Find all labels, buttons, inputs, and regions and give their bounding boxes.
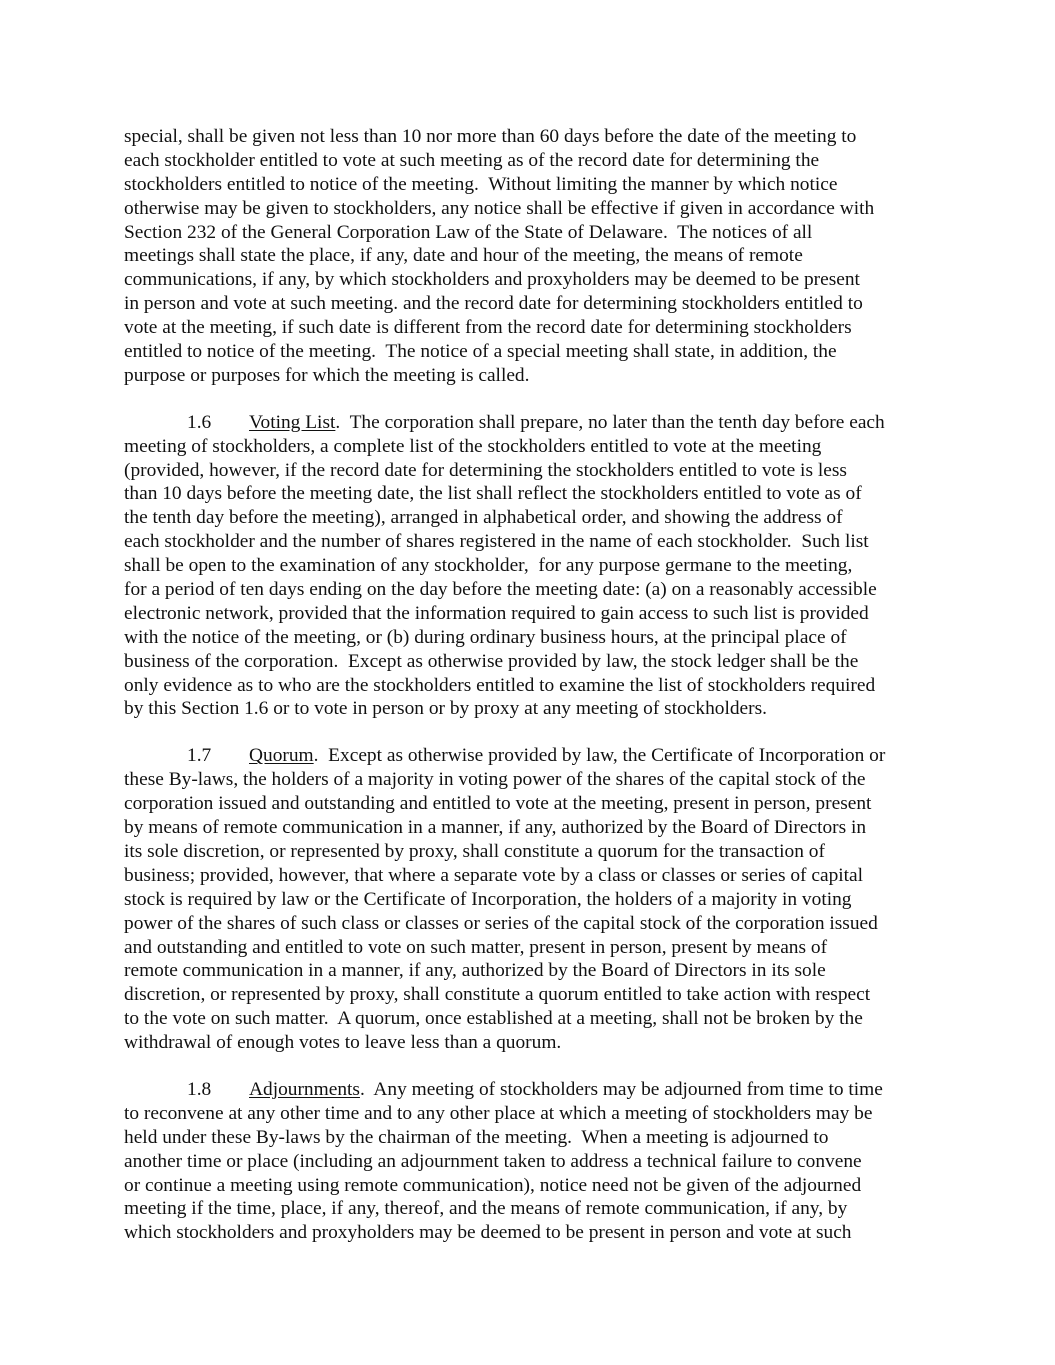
text-line: discretion, or represented by proxy, shall constitute a quorum entitled to take action with respect xyxy=(124,984,871,1006)
text-run: . Any meeting of stockholders may be adjourned from time to time xyxy=(359,1078,883,1100)
text-line: the tenth day before the meeting), arranged in alphabetical order, and showing the address of xyxy=(124,507,843,529)
paragraph-notice-continuation xyxy=(124,125,934,388)
text-line: for a period of ten days ending on the day before the meeting date: (a) on a reasonably accessible xyxy=(124,579,877,601)
text-line: electronic network, provided that the information required to gain access to such list is provided xyxy=(124,602,869,624)
text-line: communications, if any, by which stockholders and proxyholders may be deemed to be present xyxy=(124,269,860,291)
section-first-line xyxy=(124,411,934,435)
text-line: by this Section 1.6 or to vote in person or by proxy at any meeting of stockholders. xyxy=(124,698,768,720)
section-heading: Adjournments xyxy=(249,1078,360,1100)
text-line: meeting of stockholders, a complete list of the stockholders entitled to vote at the meeting xyxy=(124,435,822,457)
text-line: its sole discretion, or represented by proxy, shall constitute a quorum for the transaction of xyxy=(124,840,825,862)
section-1-7-quorum xyxy=(124,744,934,1055)
text-line: held under these By-laws by the chairman of the meeting. When a meeting is adjourned to xyxy=(124,1126,829,1148)
text-line: (provided, however, if the record date for determining the stockholders entitled to vote is less xyxy=(124,459,847,481)
text-line: meetings shall state the place, if any, date and hour of the meeting, the means of remote xyxy=(124,245,803,267)
text-line: business; provided, however, that where a separate vote by a class or classes or series of capital xyxy=(124,864,864,886)
text-line: remote communication in a manner, if any, authorized by the Board of Directors in its sole xyxy=(124,960,826,982)
text-line: special, shall be given not less than 10 nor more than 60 days before the date of the meeting to xyxy=(124,126,857,147)
text-line: only evidence as to who are the stockholders entitled to examine the list of stockholders required xyxy=(124,674,876,696)
text-line: meeting if the time, place, if any, thereof, and the means of remote communication, if any, by xyxy=(124,1198,848,1220)
text-line: with the notice of the meeting, or (b) during ordinary business hours, at the principal place of xyxy=(124,626,847,648)
text-line: these By-laws, the holders of a majority in voting power of the shares of the capital stock of the xyxy=(124,769,866,791)
text-line: purpose or purposes for which the meeting is called. xyxy=(124,364,530,386)
text-run: . Except as otherwise provided by law, the Certificate of Incorporation or xyxy=(313,745,886,767)
text-line: vote at the meeting, if such date is different from the record date for determining stockholders xyxy=(124,317,852,339)
text-line: and outstanding and entitled to vote on such matter, present in person, present by means of xyxy=(124,936,828,958)
text-line: stock is required by law or the Certificate of Incorporation, the holders of a majority in voting xyxy=(124,888,852,910)
text-line: to the vote on such matter. A quorum, once established at a meeting, shall not be broken by the xyxy=(124,1008,863,1030)
text-line: shall be open to the examination of any stockholder, for any purpose germane to the meeting, xyxy=(124,555,853,577)
text-line: another time or place (including an adjournment taken to address a technical failure to convene xyxy=(124,1150,862,1172)
section-number: 1.6 xyxy=(187,411,212,433)
text-line: Section 232 of the General Corporation Law of the State of Delaware. The notices of all xyxy=(124,221,813,243)
text-line: stockholders entitled to notice of the meeting. Without limiting the manner by which notice xyxy=(124,173,838,195)
section-heading: Quorum xyxy=(249,745,314,767)
section-first-line xyxy=(124,744,934,768)
text-line: each stockholder and the number of shares registered in the name of each stockholder. Such list xyxy=(124,531,869,553)
text-line: entitled to notice of the meeting. The notice of a special meeting shall state, in addition, the xyxy=(124,341,837,363)
text-line: or continue a meeting using remote communication), notice need not be given of the adjourned xyxy=(124,1174,862,1196)
section-1-6-voting-list xyxy=(124,411,934,722)
text-line: otherwise may be given to stockholders, any notice shall be effective if given in accordance with xyxy=(124,197,875,219)
text-line: by means of remote communication in a manner, if any, authorized by the Board of Directors in xyxy=(124,817,867,839)
text-line: which stockholders and proxyholders may be deemed to be present in person and vote at such xyxy=(124,1222,852,1244)
text-line: than 10 days before the meeting date, the list shall reflect the stockholders entitled to vote as of xyxy=(124,483,862,505)
text-line: in person and vote at such meeting. and the record date for determining stockholders entitled to xyxy=(124,293,863,315)
section-number: 1.8 xyxy=(187,1078,212,1100)
section-1-8-adjournments xyxy=(124,1078,934,1245)
text-line: to reconvene at any other time and to any other place at which a meeting of stockholders may be xyxy=(124,1102,873,1124)
section-number: 1.7 xyxy=(187,745,212,767)
text-line: each stockholder entitled to vote at such meeting as of the record date for determining the xyxy=(124,149,820,171)
text-line: business of the corporation. Except as otherwise provided by law, the stock ledger shall be the xyxy=(124,650,859,672)
section-heading: Voting List xyxy=(249,411,336,433)
section-first-line xyxy=(124,1078,934,1102)
text-run: . The corporation shall prepare, no later than the tenth day before each xyxy=(335,411,885,433)
text-line: corporation issued and outstanding and entitled to vote at the meeting, present in person, present xyxy=(124,793,872,815)
document-page xyxy=(124,125,934,1268)
text-line: withdrawal of enough votes to leave less than a quorum. xyxy=(124,1032,562,1054)
text-line: power of the shares of such class or classes or series of the capital stock of the corporation issued xyxy=(124,912,878,934)
